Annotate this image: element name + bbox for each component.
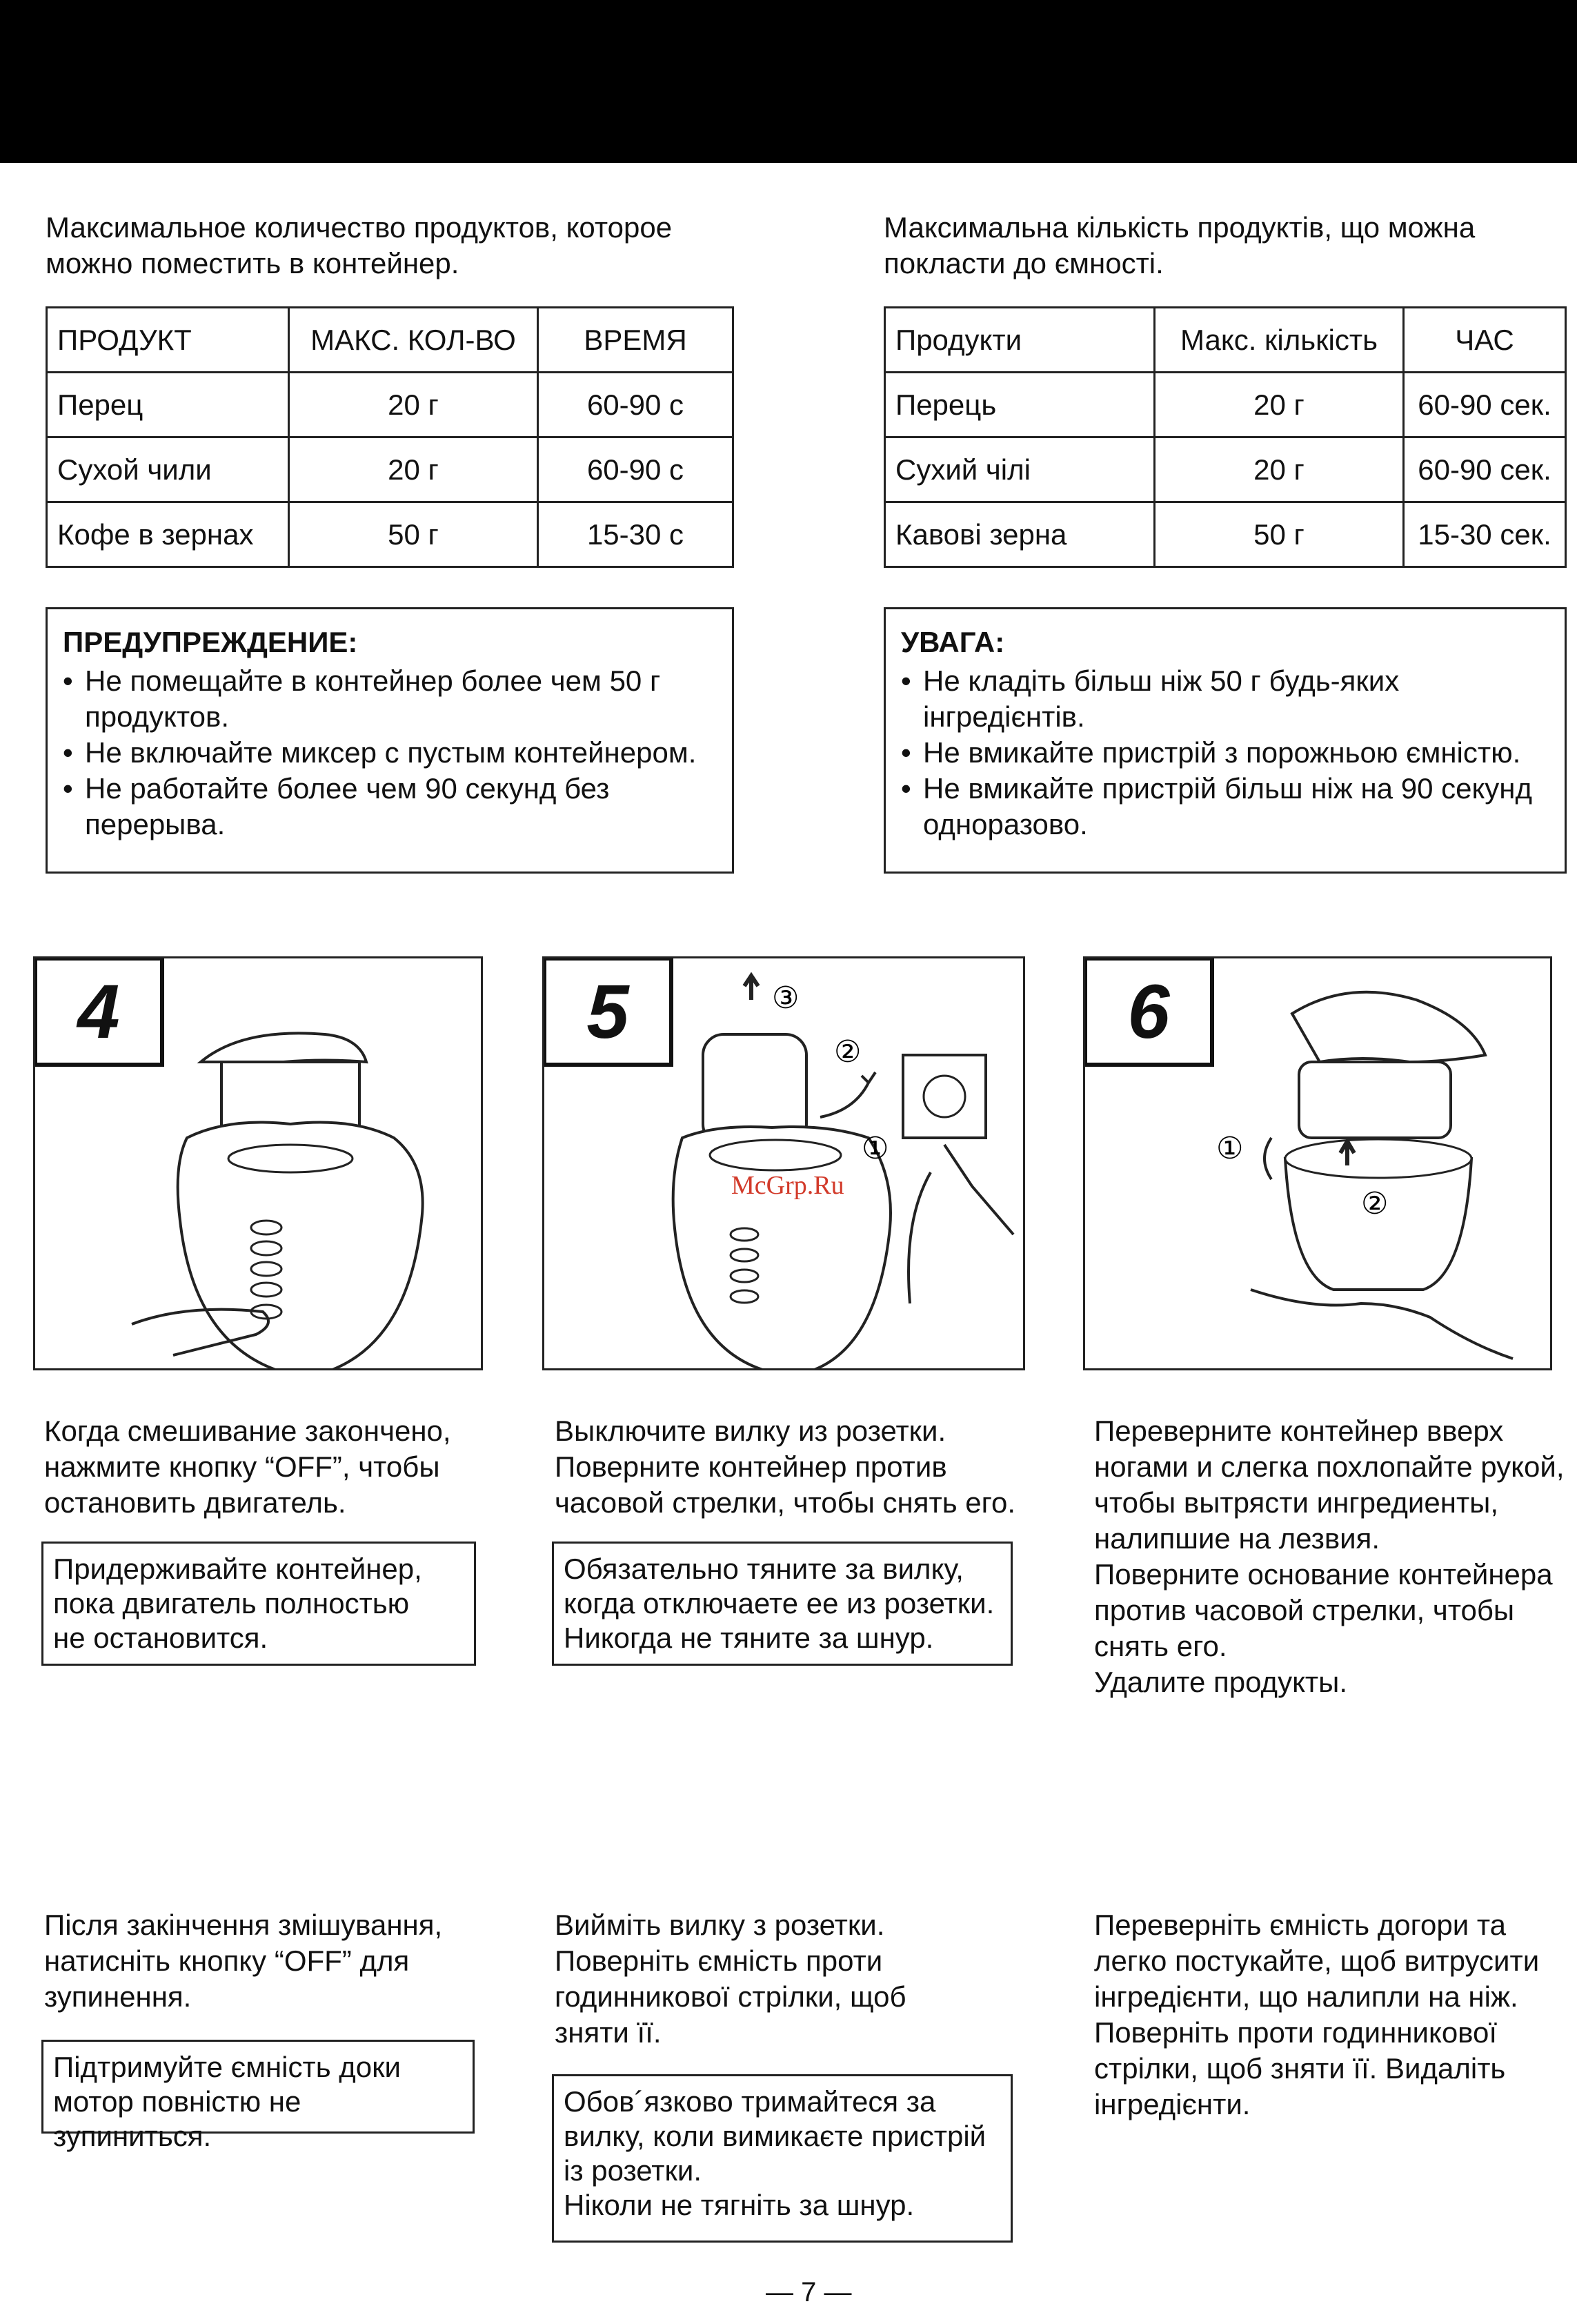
ru-intro-text: Максимальное количество продуктов, которое можно поместить в контейнер.	[46, 211, 673, 279]
ru-step-4-note: Придерживайте контейнер, пока двигатель полностью не остановится.	[41, 1542, 476, 1666]
uk-capacity-table	[884, 306, 1567, 568]
step-mark-2: ②	[1361, 1186, 1389, 1221]
table-cell: 20 г	[289, 373, 538, 437]
uk-warning-title: УВАГА:	[901, 626, 1005, 658]
uk-warning-box	[884, 607, 1567, 874]
table-cell: 15-30 сек.	[1404, 502, 1566, 567]
header-bar	[0, 0, 1577, 163]
ru-warning-item: • Не работайте более чем 90 секунд без перерыва.	[63, 771, 717, 843]
table-cell: 20 г	[289, 437, 538, 502]
watermark: McGrp.Ru	[731, 1171, 844, 1200]
ru-warning-title: ПРЕДУПРЕЖДЕНИЕ:	[63, 626, 358, 658]
uk-warning-item: • Не кладіть більш ніж 50 г будь-яких інгредієнтів.	[901, 663, 1549, 735]
ru-step-4-text: Когда смешивание закончено, нажмите кнопку “OFF”, чтобы остановить двигатель.	[44, 1415, 451, 1519]
table-header-cell: Макс. кількість	[1155, 308, 1404, 373]
ru-step-5-note: Обязательно тяните за вилку, когда отключаете ее из розетки. Никогда не тяните за шнур.	[552, 1542, 1013, 1666]
figure-step-4	[33, 956, 483, 1370]
uk-step-5-text: Вийміть вилку з розетки. Поверніть ємність проти годинникової стрілки, щоб зняти її.	[555, 1909, 906, 2049]
figure-step-6	[1083, 956, 1552, 1370]
uk-step-4-text: Після закінчення змішування, натисніть кнопку “OFF” для зупинення.	[44, 1909, 443, 2013]
uk-warning-item: • Не вмикайте пристрій з порожньою ємністю.	[901, 735, 1549, 771]
ru-capacity-table	[46, 306, 734, 568]
table-row	[47, 502, 733, 567]
ru-step-6-text: Переверните контейнер вверх ногами и слегка похлопайте рукой, чтобы вытрясти ингредиенты, налипшие на лезвия. Поверните основание контейнера против часовой стрелки, чтобы снять его. Удалите продукты.	[1094, 1415, 1565, 1698]
table-cell: Кавові зерна	[885, 502, 1155, 567]
ru-warning-item: • Не включайте миксер с пустым контейнером.	[63, 735, 717, 771]
table-cell: Кофе в зернах	[47, 502, 289, 567]
figure-step-5	[542, 956, 1025, 1370]
table-header-cell: ВРЕМЯ	[538, 308, 733, 373]
step-mark-2: ②	[834, 1034, 862, 1070]
table-header-row	[885, 308, 1566, 373]
uk-step-5-note: Обов´язково тримайтеся за вилку, коли вимикаєте пристрій із розетки. Ніколи не тягніть за шнур.	[552, 2074, 1013, 2243]
step-mark-3: ③	[772, 981, 800, 1016]
table-cell: 50 г	[1155, 502, 1404, 567]
table-cell: 60-90 сек.	[1404, 373, 1566, 437]
step-number-badge: 4	[33, 956, 164, 1067]
step-mark-1: ①	[862, 1131, 889, 1166]
ru-warning-box	[46, 607, 734, 874]
ru-step-5-text: Выключите вилку из розетки. Поверните контейнер против часовой стрелки, чтобы снять его.	[555, 1415, 1016, 1519]
ru-warning-item: • Не помещайте в контейнер более чем 50 г продуктов.	[63, 663, 717, 735]
uk-step-4-note: Підтримуйте ємність доки мотор повністю не зупиниться.	[41, 2040, 475, 2134]
table-cell: Сухой чили	[47, 437, 289, 502]
uk-warning-item: • Не вмикайте пристрій більш ніж на 90 секунд одноразово.	[901, 771, 1549, 843]
table-header-cell: ЧАС	[1404, 308, 1566, 373]
table-row	[885, 437, 1566, 502]
step-number-badge: 5	[542, 956, 673, 1067]
table-cell: 60-90 сек.	[1404, 437, 1566, 502]
table-cell: 60-90 с	[538, 373, 733, 437]
step-mark-1: ①	[1216, 1131, 1244, 1166]
table-header-cell: МАКС. КОЛ-ВО	[289, 308, 538, 373]
table-header-cell: Продукти	[885, 308, 1155, 373]
table-row	[47, 437, 733, 502]
table-row	[47, 373, 733, 437]
uk-step-6-text: Переверніть ємність догори та легко постукайте, щоб витрусити інгредієнти, що налипли на ніж. Поверніть проти годинникової стрілки, щоб зняти її. Видаліть інгредієнти.	[1094, 1909, 1540, 2120]
table-cell: Перец	[47, 373, 289, 437]
table-cell: 15-30 с	[538, 502, 733, 567]
table-cell: 20 г	[1155, 373, 1404, 437]
table-cell: 60-90 с	[538, 437, 733, 502]
table-row	[885, 373, 1566, 437]
table-row	[885, 502, 1566, 567]
table-cell: 20 г	[1155, 437, 1404, 502]
page-number: — 7 —	[766, 2277, 852, 2307]
step-number-badge: 6	[1083, 956, 1214, 1067]
table-cell: Перець	[885, 373, 1155, 437]
uk-intro-text: Максимальна кількість продуктів, що можна покласти до ємності.	[884, 211, 1476, 279]
table-cell: 50 г	[289, 502, 538, 567]
table-header-cell: ПРОДУКТ	[47, 308, 289, 373]
table-cell: Сухий чілі	[885, 437, 1155, 502]
table-header-row	[47, 308, 733, 373]
